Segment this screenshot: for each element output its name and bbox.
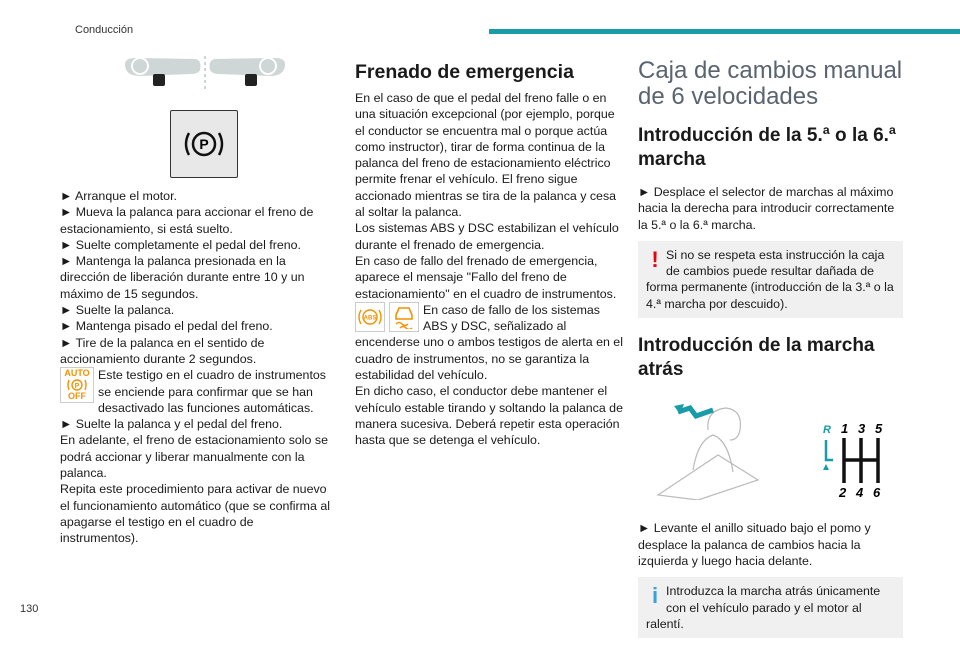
subsection-title: Introducción de la 5.ª o la 6.ª marcha [638, 125, 896, 170]
step: ► Suelte completamente el pedal del freno. [60, 237, 301, 252]
gear-lever-illustration [658, 408, 758, 500]
chapter-title: Caja de cambios manual de 6 velocidades [638, 57, 903, 110]
auto-off-warning-icon [60, 367, 94, 403]
dsc-warning-icon [389, 302, 419, 332]
step: ► Desplace el selector de marchas al máximo hacia la derecha para introducir correctamente la 5.ª o la 6.ª marcha. [638, 185, 895, 232]
step: ► Tire de la palanca en el sentido de accionamiento durante 2 segundos. [60, 335, 265, 366]
svg-text:4: 4 [856, 485, 864, 501]
step: ► Suelte la palanca y el pedal del freno. [60, 417, 283, 432]
warning-note [638, 241, 903, 318]
page-number: 130 [20, 603, 39, 615]
section-header: Conducción [75, 24, 134, 36]
svg-text:5: 5 [875, 421, 883, 437]
section-title: Frenado de emergencia [355, 61, 574, 83]
column-right [638, 58, 903, 654]
svg-text:2: 2 [839, 485, 847, 501]
step: ► Mueva la palanca para accionar el freno de estacionamiento, si está suelto. [60, 205, 314, 236]
indicator-text: En caso de fallo de los sistemas ABS y DSC, señalizado al encenderse uno o ambos testigos de alerta en el cuadro de instrumentos, no se garantiza la estabilidad del vehículo. [355, 302, 623, 383]
svg-text:3: 3 [858, 421, 866, 437]
svg-text:6: 6 [873, 485, 881, 501]
paragraph: En dicho caso, el conductor debe mantener el vehículo estable tirando y soltando la palanca de manera sucesiva. Deberá repetir esta operación hasta que se detenga el vehículo. [355, 384, 623, 448]
svg-text:1: 1 [841, 421, 849, 437]
info-text: Introduzca la marcha atrás únicamente con el vehículo parado y el motor al ralentí. [646, 584, 881, 631]
column-middle [355, 60, 625, 449]
paragraph: Repita este procedimiento para activar de nuevo el funcionamiento automático (que se confirma al apagarse el testigo en el cuadro de instrumentos). [60, 482, 330, 546]
info-icon: i [651, 583, 659, 609]
header-accent-bar [489, 29, 960, 34]
paragraph: En adelante, el freno de estacionamiento solo se podrá accionar y liberar manualmente con la palanca. [60, 433, 328, 481]
step: ► Mantenga pisado el pedal del freno. [60, 319, 273, 334]
gear-shift-diagram [638, 400, 903, 500]
steering-console-illustration [120, 52, 290, 92]
gear-pattern [823, 421, 883, 500]
off-label: OFF [68, 391, 86, 402]
svg-text:ABS: ABS [363, 315, 377, 322]
svg-text:P: P [199, 136, 209, 152]
svg-text:R: R [823, 424, 831, 437]
warning-text: Si no se respeta esta instrucción la caja de cambios puede resultar dañada de forma permanente (introducción de la 3.ª o la 4.ª marcha por descuido). [646, 247, 894, 311]
subsection-title: Introducción de la marcha atrás [638, 335, 875, 381]
info-note [638, 577, 903, 638]
step: ► Arranque el motor. [60, 189, 177, 203]
warning-icon: ! [651, 246, 659, 272]
step: ► Mantenga la palanca presionada en la dirección de liberación durante entre 10 y un máximo de 15 segundos. [60, 254, 305, 301]
paragraph: Los sistemas ABS y DSC estabilizan el vehículo durante el frenado de emergencia. [355, 221, 619, 252]
parking-brake-switch-icon [170, 110, 238, 178]
abs-warning-icon [355, 302, 385, 332]
paragraph: En el caso de que el pedal del freno falle o en una situación excepcional (por ejemplo, porque el conductor se encuentra mal o porque actúa como instructor), tirar de forma continua de la palanca del freno de estacionamiento eléctrico permite frenar el vehículo. El freno sigue accionado mientras se tira de la palanca y cesa al soltar la palanca. [355, 91, 617, 220]
column-left [60, 188, 335, 547]
indicator-text: Este testigo en el cuadro de instrumentos se enciende para confirmar que se han desactivado las funciones automáticas. [98, 368, 326, 415]
step: ► Levante el anillo situado bajo el pomo y desplace la palanca de cambios hacia la izquierda y luego hacia delante. [638, 521, 871, 568]
step: ► Suelte la palanca. [60, 303, 175, 318]
svg-text:P: P [74, 383, 80, 391]
auto-label: AUTO [64, 368, 90, 379]
paragraph: En caso de fallo del frenado de emergencia, aparece el mensaje "Fallo del freno de estacionamiento" en el cuadro de instrumentos. [355, 253, 617, 301]
